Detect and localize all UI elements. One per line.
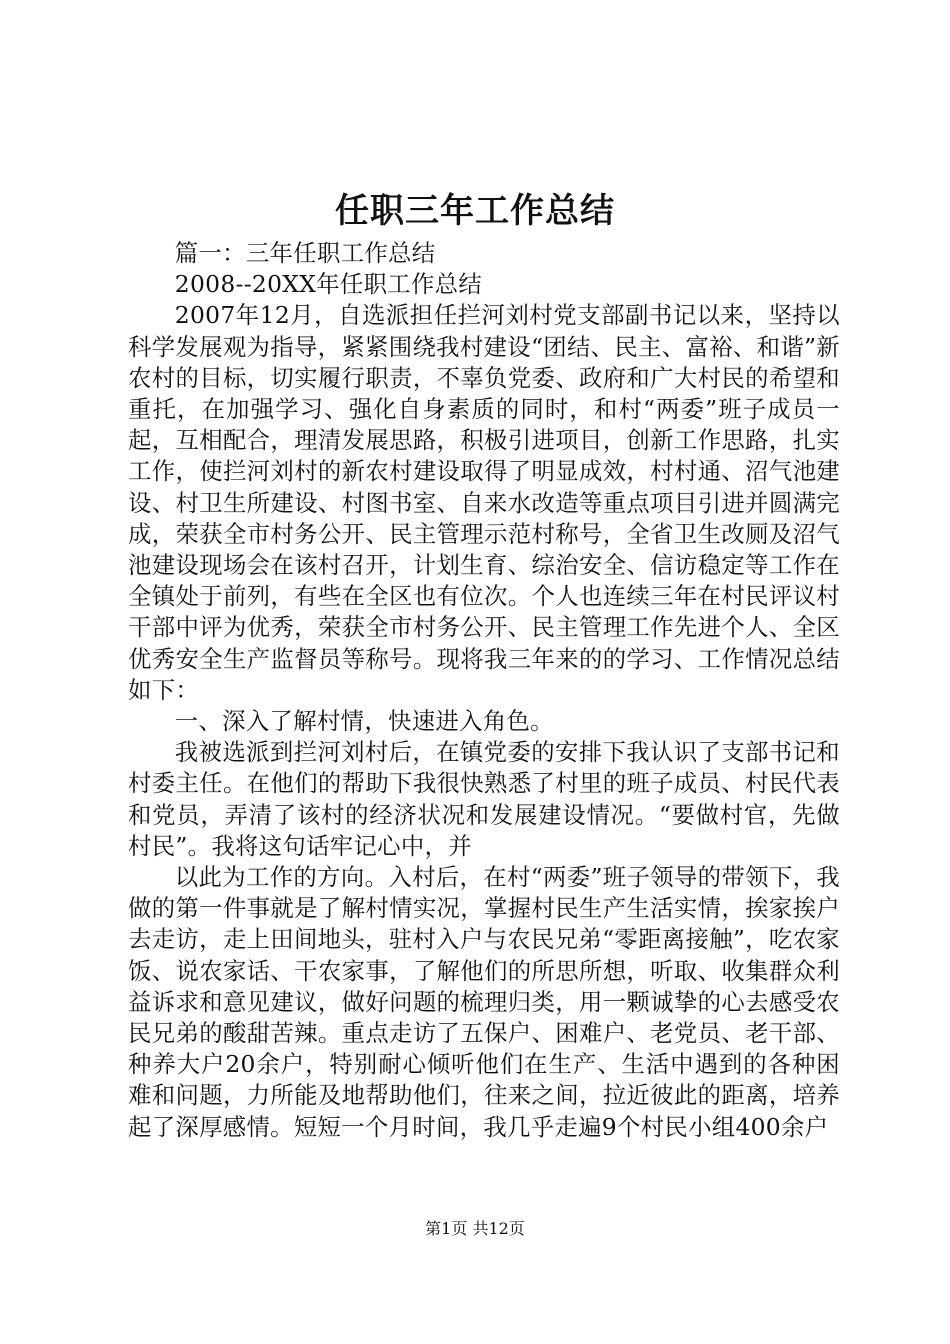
document-body: [128, 238, 840, 1143]
paragraph: 2007年12月，自选派担任拦河刘村党支部副书记以来，坚持以科学发展观为指导，紧紧围绕我村建设“团结、民主、富裕、和谐”新农村的目标，切实履行职责，不辜负党委、政府和广大村民的希望和重托，在加强学习、强化自身素质的同时，和村“两委”班子成员一起，互相配合，理清发展思路，积极引进项目，创新工作思路，扎实工作，使拦河刘村的新农村建设取得了明显成效，村村通、沼气池建设、村卫生所建设、村图书室、自来水改造等重点项目引进并圆满完成，荣获全市村务公开、民主管理示范村称号，全省卫生改厕及沼气池建设现场会在该村召开，计划生育、综治安全、信访稳定等工作在全镇处于前列，有些在全区也有位次。个人也连续三年在村民评议村干部中评为优秀，荣获全市村务公开、民主管理工作先进个人、全区优秀安全生产监督员等称号。现将我三年来的的学习、工作情况总结如下：: [128, 301, 840, 704]
subtitle-line: 2008--20XX年任职工作总结: [174, 270, 483, 299]
subsection-heading: 一、深入了解村情，快速进入角色。: [174, 707, 554, 736]
page-number-footer: 第1页 共12页: [425, 1219, 525, 1238]
paragraph: 以此为工作的方向。入村后，在村“两委”班子领导的带领下，我做的第一件事就是了解村情实况，掌握村民生产生活实情，挨家挨户去走访，走上田间地头，驻村入户与农民兄弟“零距离接触”，吃农家饭、说农家话、干农家事，了解他们的所思所想，听取、收集群众利益诉求和意见建议，做好问题的梳理归类，用一颗诚挚的心去感受农民兄弟的酸甜苦辣。重点走访了五保户、困难户、老党员、老干部、种养大户20余户，特别耐心倾听他们在生产、生活中遇到的各种困难和问题，力所能及地帮助他们，往来之间，拉近彼此的距离，培养起了深厚感情。短短一个月时间，我几乎走遍9个村民小组400余户: [128, 863, 840, 1141]
section-heading: 篇一：三年任职工作总结: [174, 239, 436, 267]
document-title: 任职三年工作总结: [335, 191, 615, 231]
paragraph: 我被选派到拦河刘村后，在镇党委的安排下我认识了支部书记和村委主任。在他们的帮助下我很快熟悉了村里的班子成员、村民代表和党员，弄清了该村的经济状况和发展建设情况。“要做村官，先做村民”。我将这句话牢记心中，并: [128, 738, 840, 860]
